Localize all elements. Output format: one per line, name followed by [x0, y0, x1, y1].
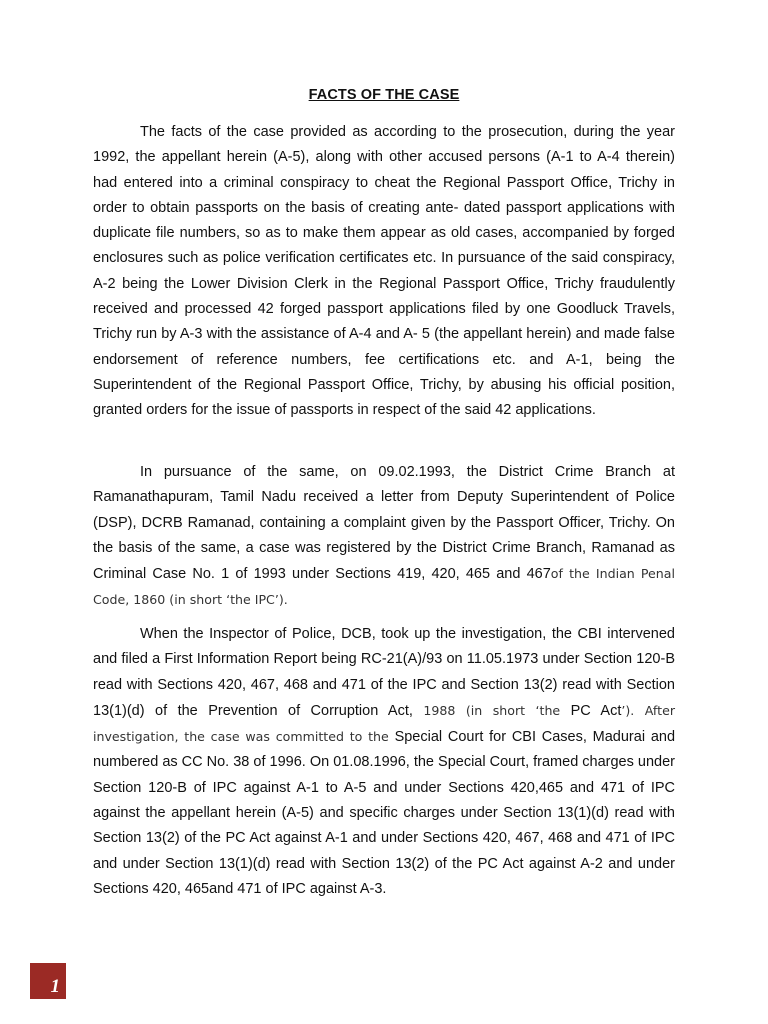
- paragraph-2-tail: of the Indian Penal Code, 1860 (in short ‘the IPC’).: [93, 566, 676, 608]
- paragraph-3-pc-act: PC Act: [570, 702, 622, 719]
- paragraph-3-alt1: 1988 (in short ‘the: [423, 702, 571, 718]
- paragraph-2-block: [93, 460, 675, 626]
- paragraph-3-part1: When the Inspector of Police, DCB, took up the investigation, the CBI intervened and filed a First Information Report being RC-21(A)/93 on 11.05.1973 under Section 120-B read with Sections 420, 467, 468 and 471 of the IPC and Section 13(2) read with Section 13(1)(d) of the Prevention of Corruption Act,: [93, 626, 675, 719]
- paragraph-3: [93, 622, 675, 902]
- paragraph-2-main: In pursuance of the same, on 09.02.1993, the District Crime Branch at Ramanathapuram, Tamil Nadu received a letter from Deputy Superintendent of Police (DSP), DCRB Ramanad, containing a complaint given by the Passport Officer, Trichy. On the basis of the same, a case was registered by the District Crime Branch, Ramanad as Criminal Case No. 1 of 1993 under Sections 419, 420, 465 and 467: [93, 464, 675, 583]
- paragraph-3-part2: Special Court for CBI Cases, Madurai and numbered as CC No. 38 of 1996. On 01.08.1996, the Special Court, framed charges under Section 120-B of IPC against A-1 to A-5 and under Sections 420,465 and 471 of IPC against the appellant herein (A-5) and specific charges under Section 13(1)(d) read with Section 13(2) of the PC Act against A-1 and under Sections 420, 467, 468 and 471 of IPC and under Section 13(1)(d) read with Section 13(2) of the PC Act against A-2 and under Sections 420, 465and 471 of IPC against A-3.: [93, 729, 676, 897]
- paragraph-1-block: [93, 120, 675, 436]
- section-title: FACTS OF THE CASE: [308, 87, 460, 103]
- paragraph-3-alt2: ’). After investigation, the case was committed to the: [93, 702, 675, 745]
- page-number-badge: 1: [30, 963, 66, 999]
- paragraph-1: The facts of the case provided as according to the prosecution, during the year 1992, the appellant herein (A-5), along with other accused persons (A-1 to A-4 therein) had entered into a criminal conspiracy to cheat the Regional Passport Office, Trichy in order to obtain passports on the basis of creating ante- dated passport applications with duplicate file numbers, so as to make them appear as old cases, accompanied by forged enclosures such as police verification certificates etc. In pursuance of the said conspiracy, A-2 being the Lower Division Clerk in the Regional Passport Office, Trichy fraudulently received and processed 42 forged passport applications filed by one Goodluck Travels, Trichy run by A-3 with the assistance of A-4 and A- 5 (the appellant herein) and made false endorsement of reference numbers, fee certifications etc. and A-1, being the Superintendent of the Regional Passport Office, Trichy, by abusing his official position, granted orders for the issue of passports in respect of the said 42 applications.: [93, 124, 675, 419]
- paragraph-3-block: [93, 622, 675, 914]
- paragraph-2: [93, 460, 675, 614]
